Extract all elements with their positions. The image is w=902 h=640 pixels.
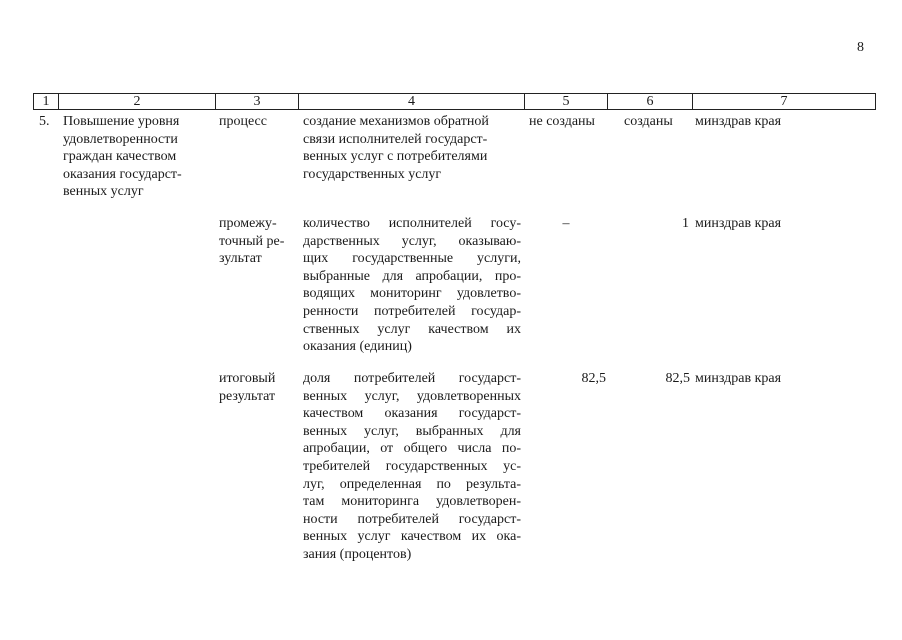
base-value: 82,5	[581, 371, 606, 386]
description-line: ренности потребителей государ-	[303, 303, 521, 319]
indicator-description	[303, 370, 521, 564]
goal-text	[63, 113, 213, 201]
type-line: зультат	[219, 251, 262, 267]
description-line: качеством оказания государст-	[303, 406, 521, 422]
description-line: выбранные для апробации, про-	[303, 268, 521, 284]
description-line: водящих мониторинг удовлетво-	[303, 286, 521, 302]
target-value: 1	[682, 216, 689, 231]
description-line: доля потребителей государст-	[303, 371, 521, 386]
header-col-7: 7	[780, 94, 788, 109]
header-col-4: 4	[299, 94, 525, 109]
type-line: итоговый	[219, 371, 276, 386]
indicator-description	[303, 113, 521, 183]
description-line: государственных услуг	[303, 166, 442, 182]
row-number: 5.	[39, 114, 50, 129]
description-line: апробации, от общего числа по-	[303, 441, 521, 457]
header-col-3: 3	[216, 94, 299, 109]
type-line: точный ре-	[219, 233, 285, 249]
goal-line: венных услуг	[63, 184, 144, 200]
description-line: щих государственные услуги,	[303, 251, 521, 267]
header-col-2: 2	[59, 94, 216, 109]
responsible: минздрав края	[695, 216, 782, 231]
description-line: луг, определенная по результа-	[303, 476, 521, 492]
description-line: оказания (единиц)	[303, 339, 412, 355]
indicator-description	[303, 215, 521, 356]
type-line: промежу-	[219, 216, 277, 231]
description-line: венных услуг, удовлетворенных	[303, 388, 521, 404]
table-header-row	[33, 93, 876, 110]
target-value: 82,5	[665, 371, 690, 386]
target-value: созданы	[624, 114, 673, 129]
indicator-type	[219, 113, 293, 131]
header-col-1: 1	[34, 94, 59, 109]
goal-line: Повышение уровня	[63, 114, 180, 129]
page-number: 8	[857, 40, 864, 55]
description-line: зания (процентов)	[303, 546, 412, 562]
description-line: венных услуг, выбранных для	[303, 423, 521, 439]
description-line: венных услуг с потребителями	[303, 149, 488, 165]
description-line: ственных услуг качеством их	[303, 321, 521, 337]
indicator-type	[219, 215, 293, 268]
header-col-6: 6	[608, 94, 693, 109]
base-value: –	[562, 216, 570, 231]
base-value: не созданы	[529, 114, 595, 129]
description-line: венных услуг качеством их ока-	[303, 529, 521, 545]
description-line: требителей государственных ус-	[303, 458, 521, 474]
indicator-type	[219, 370, 293, 405]
responsible: минздрав края	[695, 371, 782, 386]
responsible: минздрав края	[695, 114, 782, 129]
goal-line: удовлетворенности	[63, 131, 178, 147]
description-line: количество исполнителей госу-	[303, 216, 521, 231]
header-col-5: 5	[525, 94, 608, 109]
description-line: связи исполнителей государст-	[303, 131, 488, 147]
type-line: результат	[219, 388, 276, 404]
description-line: ности потребителей государст-	[303, 511, 521, 527]
description-line: дарственных услуг, оказываю-	[303, 233, 521, 249]
goal-line: оказания государст-	[63, 166, 182, 182]
description-line: там мониторинга удовлетворен-	[303, 494, 521, 510]
goal-line: граждан качеством	[63, 149, 177, 165]
type-line: процесс	[219, 114, 267, 129]
description-line: создание механизмов обратной	[303, 114, 489, 129]
